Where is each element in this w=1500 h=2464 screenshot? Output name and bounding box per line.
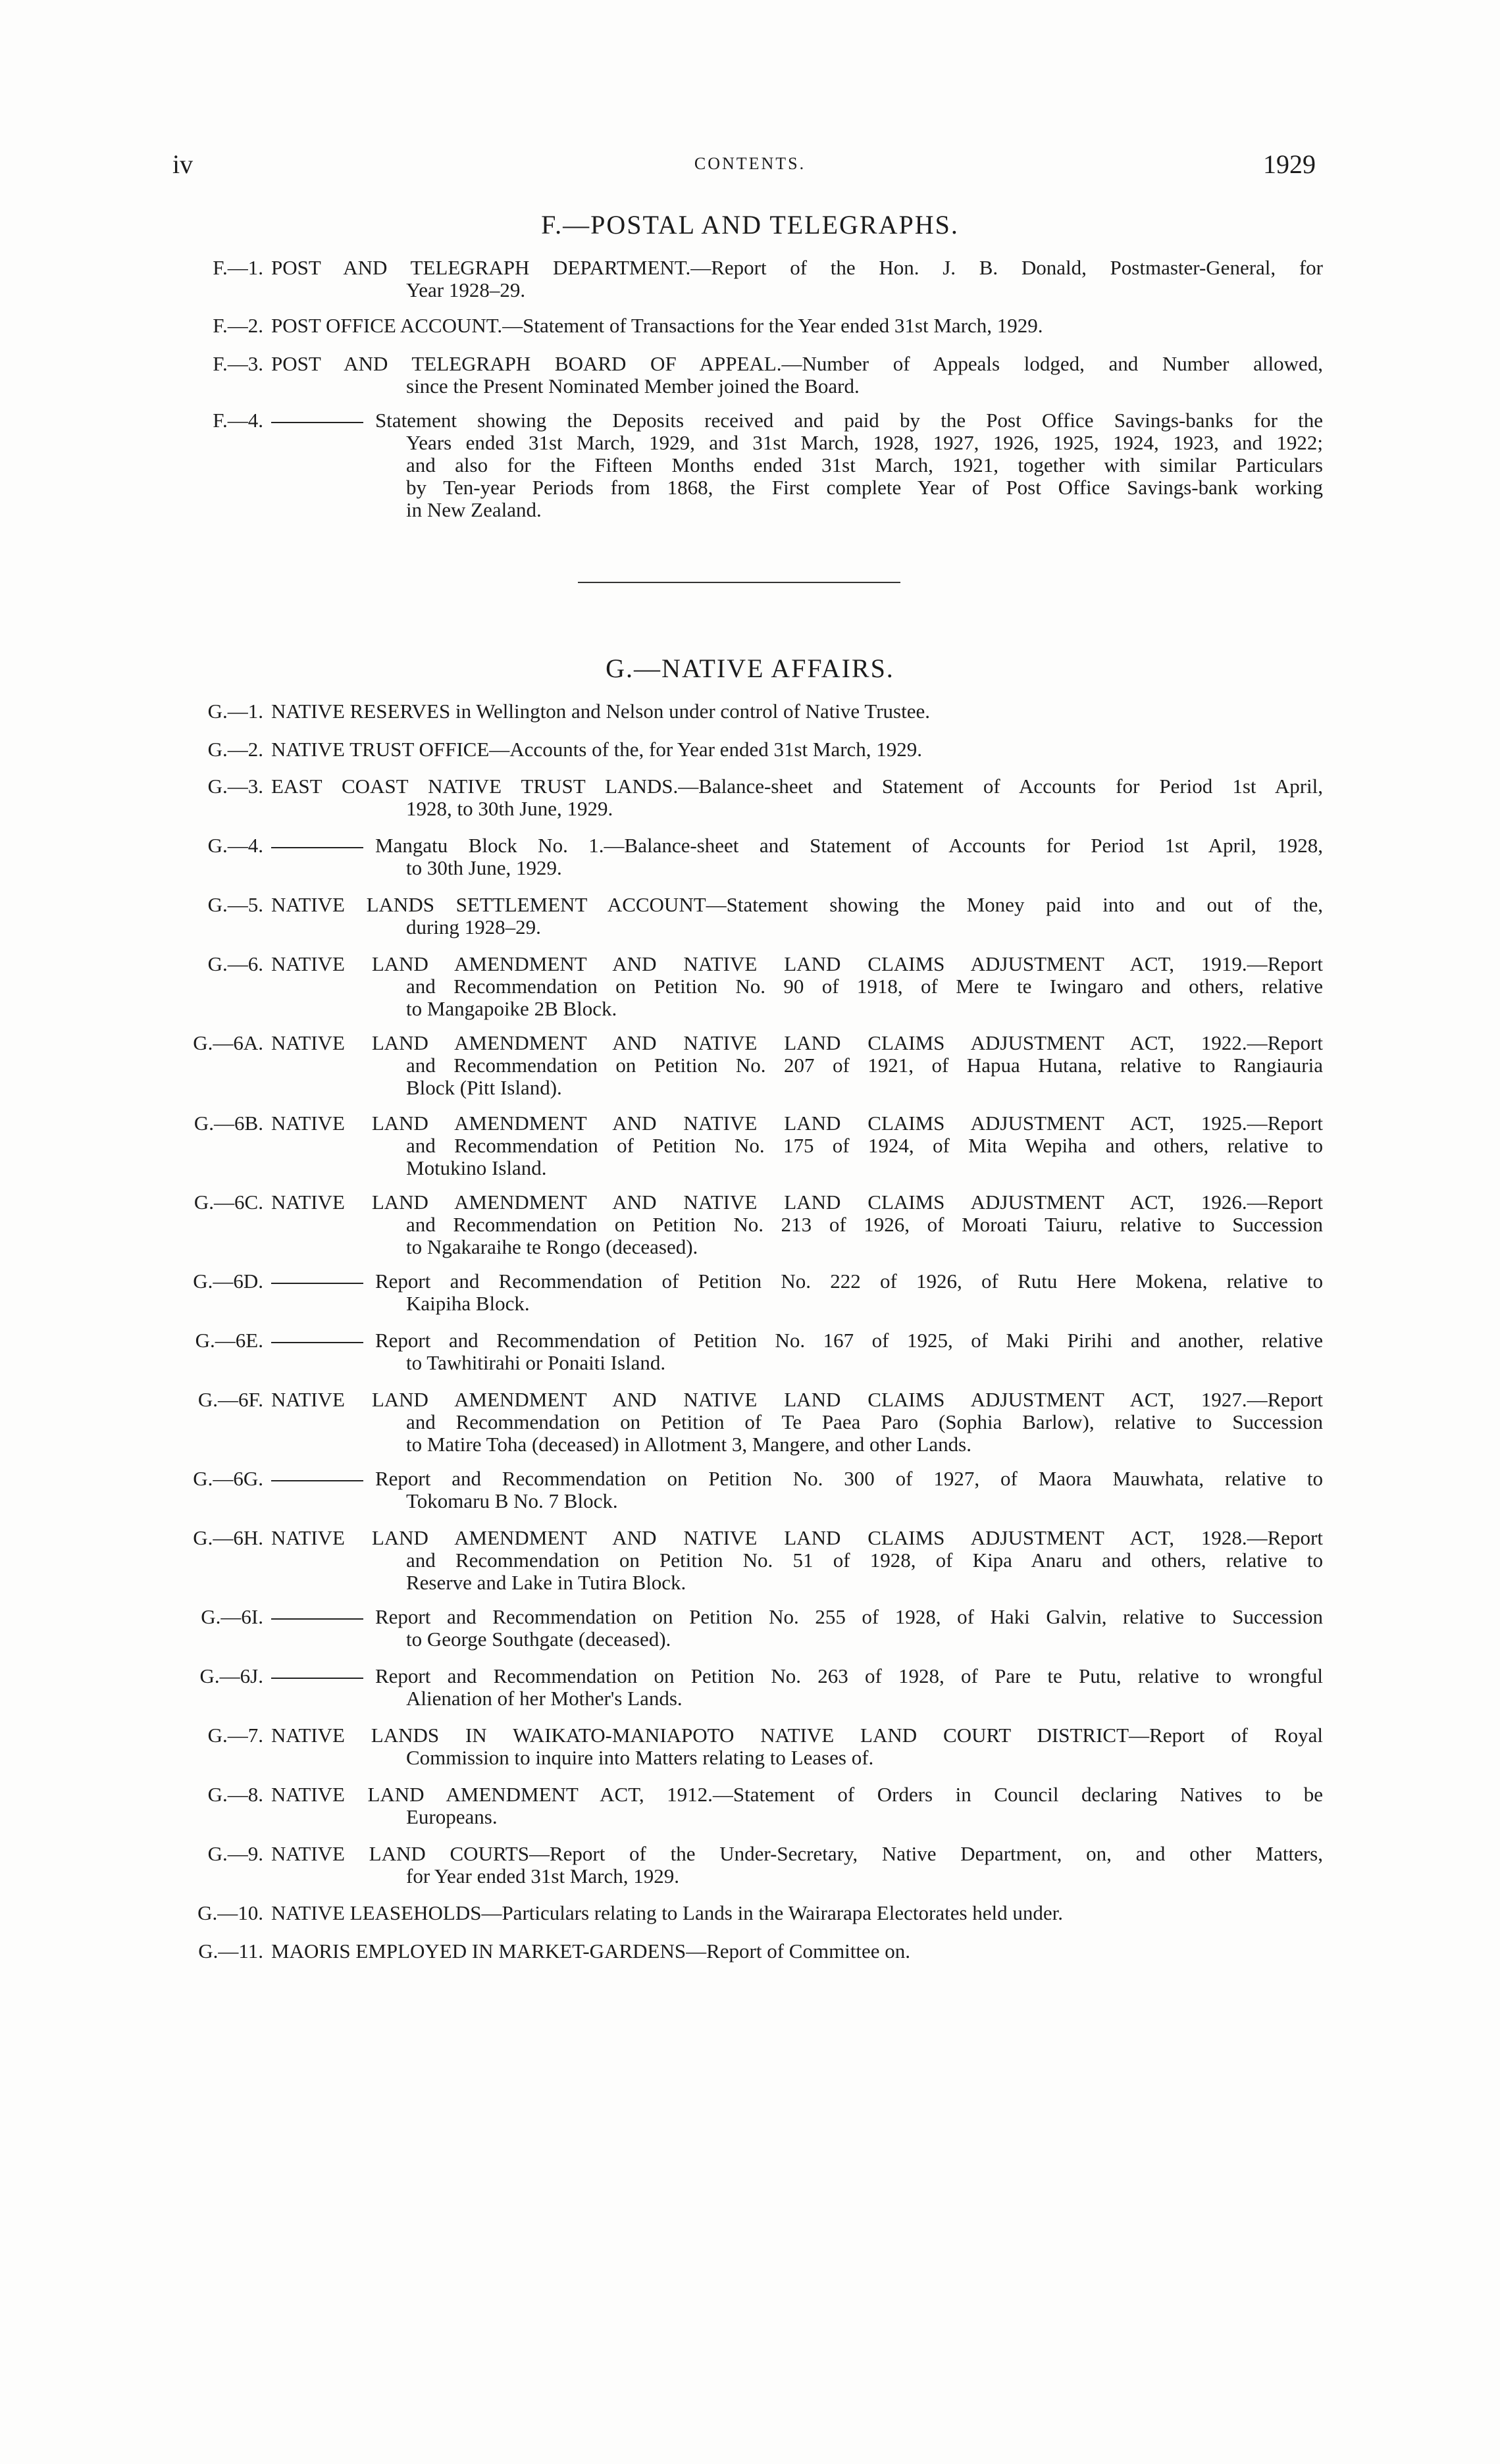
entry-line: and also for the Fifteen Months ended 31st March, 1921, together with similar Particulars bbox=[406, 453, 1323, 476]
entry-description bbox=[271, 1270, 1323, 1315]
ditto-dash bbox=[271, 1678, 363, 1679]
entry-description bbox=[271, 1112, 1323, 1179]
entry-line: for Year ended 31st March, 1929. bbox=[406, 1864, 679, 1887]
entry-description bbox=[271, 738, 1323, 761]
entry-line-text: Report and Recommendation on Petition No. 255 of 1928, of Haki Galvin, relative to Succession bbox=[375, 1605, 1323, 1628]
section-divider bbox=[578, 582, 900, 583]
entry-code: G.—5. bbox=[207, 893, 263, 916]
entry-description bbox=[271, 1843, 1323, 1887]
entry-line: Alienation of her Mother's Lands. bbox=[406, 1687, 683, 1710]
entry-code: G.—6H. bbox=[193, 1526, 263, 1549]
entry-code: G.—9. bbox=[207, 1842, 263, 1865]
entry-code: G.—6B. bbox=[194, 1112, 263, 1135]
entry-line: NATIVE RESERVES in Wellington and Nelson under control of Native Trustee. bbox=[271, 700, 930, 723]
entry-line: to Ngakaraihe te Rongo (deceased). bbox=[406, 1235, 698, 1258]
entry-line: to Tawhitirahi or Ponaiti Island. bbox=[406, 1351, 666, 1374]
entry-line: NATIVE LANDS SETTLEMENT ACCOUNT—Statement showing the Money paid into and out of the, bbox=[271, 893, 1323, 916]
entry-line-text: Report and Recommendation on Petition No. 300 of 1927, of Maora Mauwhata, relative to bbox=[375, 1467, 1323, 1490]
entry-code: F.—2. bbox=[213, 314, 263, 337]
entry-line: to Mangapoike 2B Block. bbox=[406, 997, 617, 1020]
entry-line: NATIVE LAND AMENDMENT AND NATIVE LAND CLAIMS ADJUSTMENT ACT, 1925.—Report bbox=[271, 1112, 1323, 1135]
entry-line: NATIVE LAND AMENDMENT AND NATIVE LAND CLAIMS ADJUSTMENT ACT, 1927.—Report bbox=[271, 1388, 1323, 1411]
entry-code: G.—6F. bbox=[197, 1388, 263, 1411]
entry-line: since the Present Nominated Member joined the Board. bbox=[406, 374, 860, 398]
entry-line: Commission to inquire into Matters relating to Leases of. bbox=[406, 1746, 874, 1769]
entry-line bbox=[271, 1270, 1323, 1293]
entry-line bbox=[271, 834, 1323, 857]
ditto-dash bbox=[271, 422, 363, 423]
ditto-dash bbox=[271, 1342, 363, 1343]
ditto-dash bbox=[271, 1618, 363, 1620]
entry-line: by Ten-year Periods from 1868, the First complete Year of Post Office Savings-bank working bbox=[406, 476, 1323, 499]
entry-line: to 30th June, 1929. bbox=[406, 856, 562, 879]
entry-code: G.—3. bbox=[207, 775, 263, 798]
entry-description bbox=[271, 953, 1323, 1020]
entry-code: F.—3. bbox=[213, 352, 263, 375]
entry-description bbox=[271, 409, 1323, 521]
entry-code: G.—6G. bbox=[193, 1467, 263, 1490]
entry-description bbox=[271, 1032, 1323, 1099]
entry-line: Reserve and Lake in Tutira Block. bbox=[406, 1571, 686, 1594]
entry-line: Tokomaru B No. 7 Block. bbox=[406, 1489, 618, 1512]
entry-line: NATIVE LANDS IN WAIKATO-MANIAPOTO NATIVE LAND COURT DISTRICT—Report of Royal bbox=[271, 1724, 1323, 1747]
entry-code: G.—6J. bbox=[199, 1664, 263, 1687]
entry-line: and Recommendation on Petition No. 207 of 1921, of Hapua Hutana, relative to Rangiauria bbox=[406, 1054, 1323, 1077]
ditto-dash bbox=[271, 1480, 363, 1481]
entry-line-text: Statement showing the Deposits received and paid by the Post Office Savings-banks for the bbox=[375, 409, 1323, 432]
entry-description bbox=[271, 257, 1323, 301]
entry-line bbox=[271, 1468, 1323, 1490]
entry-code: G.—6C. bbox=[194, 1191, 263, 1214]
entry-description bbox=[271, 894, 1323, 938]
entry-code: G.—10. bbox=[197, 1901, 263, 1924]
entry-description bbox=[271, 1902, 1323, 1924]
entry-description bbox=[271, 834, 1323, 879]
entry-description bbox=[271, 1606, 1323, 1651]
entry-description bbox=[271, 775, 1323, 820]
entry-description bbox=[271, 1665, 1323, 1710]
entry-line: to Matire Toha (deceased) in Allotment 3, Mangere, and other Lands. bbox=[406, 1433, 971, 1456]
entry-line bbox=[271, 1606, 1323, 1628]
entry-description bbox=[271, 353, 1323, 398]
entry-line bbox=[271, 1329, 1323, 1352]
entry-description bbox=[271, 1724, 1323, 1769]
entry-code: G.—7. bbox=[207, 1724, 263, 1747]
entry-line: EAST COAST NATIVE TRUST LANDS.—Balance-sheet and Statement of Accounts for Period 1st April, bbox=[271, 775, 1323, 798]
entry-line: NATIVE LAND AMENDMENT ACT, 1912.—Statement of Orders in Council declaring Natives to be bbox=[271, 1783, 1323, 1806]
entry-line: Year 1928–29. bbox=[406, 278, 526, 301]
entry-line: Motukino Island. bbox=[406, 1156, 547, 1179]
running-title: CONTENTS. bbox=[694, 154, 806, 173]
entry-line: Years ended 31st March, 1929, and 31st March, 1928, 1927, 1926, 1925, 1924, 1923, and 1922; bbox=[406, 431, 1323, 454]
entry-line-text: Report and Recommendation of Petition No. 167 of 1925, of Maki Pirihi and another, relative bbox=[375, 1329, 1323, 1352]
entry-line: NATIVE LAND AMENDMENT AND NATIVE LAND CLAIMS ADJUSTMENT ACT, 1919.—Report bbox=[271, 952, 1323, 975]
entry-code: G.—2. bbox=[207, 738, 263, 761]
page-header bbox=[0, 149, 1500, 188]
entry-line: to George Southgate (deceased). bbox=[406, 1628, 671, 1651]
entry-code: F.—1. bbox=[213, 256, 263, 279]
entry-line-text: Report and Recommendation of Petition No. 222 of 1926, of Rutu Here Mokena, relative to bbox=[375, 1270, 1323, 1293]
entry-line: 1928, to 30th June, 1929. bbox=[406, 797, 613, 820]
entry-code: G.—6E. bbox=[195, 1329, 263, 1352]
entry-line: in New Zealand. bbox=[406, 498, 542, 521]
entry-line: POST AND TELEGRAPH DEPARTMENT.—Report of the Hon. J. B. Donald, Postmaster-General, for bbox=[271, 256, 1323, 279]
entry-line: POST OFFICE ACCOUNT.—Statement of Transactions for the Year ended 31st March, 1929. bbox=[271, 314, 1043, 337]
ditto-dash bbox=[271, 1283, 363, 1284]
entry-line: and Recommendation on Petition of Te Paea Paro (Sophia Barlow), relative to Succession bbox=[406, 1410, 1323, 1433]
entry-description bbox=[271, 1527, 1323, 1594]
entry-code: G.—6I. bbox=[201, 1605, 263, 1628]
section-title-native: G.—NATIVE AFFAIRS. bbox=[606, 654, 894, 683]
entry-code: G.—4. bbox=[207, 834, 263, 857]
page-number: iv bbox=[172, 149, 194, 179]
entry-line: NATIVE LAND COURTS—Report of the Under-Secretary, Native Department, on, and other Matters, bbox=[271, 1842, 1323, 1865]
entry-line: and Recommendation of Petition No. 175 of 1924, of Mita Wepiha and others, relative to bbox=[406, 1134, 1323, 1157]
entry-code: G.—6D. bbox=[193, 1270, 263, 1293]
entry-line: Block (Pitt Island). bbox=[406, 1076, 562, 1099]
entry-code: G.—11. bbox=[198, 1939, 263, 1963]
entry-line: and Recommendation on Petition No. 213 of 1926, of Moroati Taiuru, relative to Succession bbox=[406, 1213, 1323, 1236]
entry-line: and Recommendation on Petition No. 90 of 1918, of Mere te Iwingaro and others, relative bbox=[406, 975, 1323, 998]
entry-line: NATIVE LAND AMENDMENT AND NATIVE LAND CLAIMS ADJUSTMENT ACT, 1928.—Report bbox=[271, 1526, 1323, 1549]
entry-code: G.—1. bbox=[207, 700, 263, 723]
entry-line-text: Mangatu Block No. 1.—Balance-sheet and Statement of Accounts for Period 1st April, 1928, bbox=[375, 834, 1323, 857]
entry-line: and Recommendation on Petition No. 51 of 1928, of Kipa Anaru and others, relative to bbox=[406, 1549, 1323, 1572]
section-title-postal: F.—POSTAL AND TELEGRAPHS. bbox=[541, 210, 959, 240]
entry-line: NATIVE LAND AMENDMENT AND NATIVE LAND CLAIMS ADJUSTMENT ACT, 1926.—Report bbox=[271, 1191, 1323, 1214]
entry-line: during 1928–29. bbox=[406, 915, 541, 938]
entry-line bbox=[271, 1665, 1323, 1687]
entry-description bbox=[271, 1784, 1323, 1828]
entry-description bbox=[271, 1389, 1323, 1456]
ditto-dash bbox=[271, 847, 363, 848]
entry-line: NATIVE LAND AMENDMENT AND NATIVE LAND CLAIMS ADJUSTMENT ACT, 1922.—Report bbox=[271, 1031, 1323, 1054]
entry-line: Europeans. bbox=[406, 1805, 498, 1828]
entry-line: POST AND TELEGRAPH BOARD OF APPEAL.—Number of Appeals lodged, and Number allowed, bbox=[271, 352, 1323, 375]
entry-code: F.—4. bbox=[213, 409, 263, 432]
entry-line: Kaipiha Block. bbox=[406, 1292, 530, 1315]
entry-description bbox=[271, 1191, 1323, 1258]
year: 1929 bbox=[1263, 149, 1316, 179]
entry-line: NATIVE LEASEHOLDS—Particulars relating to Lands in the Wairarapa Electorates held under. bbox=[271, 1901, 1064, 1924]
entry-code: G.—6. bbox=[207, 952, 263, 975]
entry-line-text: Report and Recommendation on Petition No. 263 of 1928, of Pare te Putu, relative to wrongful bbox=[375, 1664, 1323, 1687]
entry-line: NATIVE TRUST OFFICE—Accounts of the, for Year ended 31st March, 1929. bbox=[271, 738, 923, 761]
entry-description bbox=[271, 1468, 1323, 1512]
entry-description bbox=[271, 700, 1323, 723]
entry-description bbox=[271, 1329, 1323, 1374]
entry-description bbox=[271, 315, 1323, 337]
entry-code: G.—6A. bbox=[193, 1031, 263, 1054]
entry-description bbox=[271, 1940, 1323, 1963]
entry-line: MAORIS EMPLOYED IN MARKET-GARDENS—Report of Committee on. bbox=[271, 1939, 911, 1963]
entry-code: G.—8. bbox=[207, 1783, 263, 1806]
entry-line bbox=[271, 409, 1323, 432]
